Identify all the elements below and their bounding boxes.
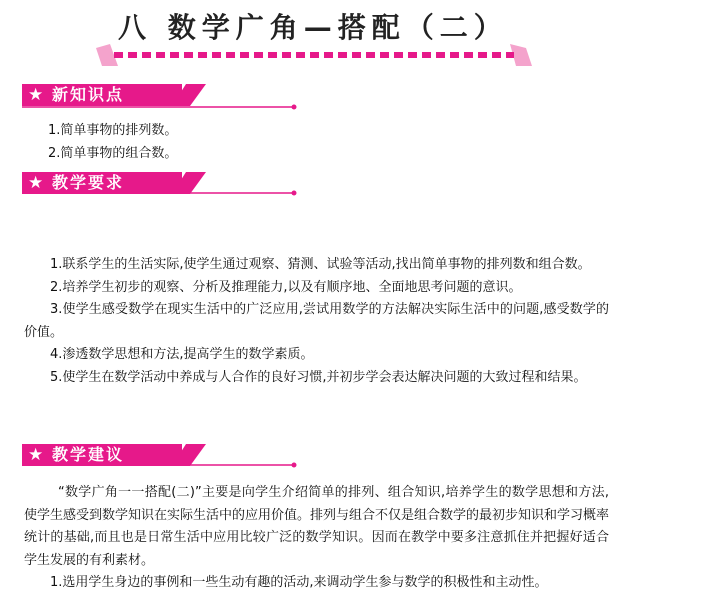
star-icon: ★ bbox=[28, 85, 44, 105]
list-item: 5.使学生在数学活动中养成与人合作的良好习惯,并初步学会表达解决问题的大致过程和结果。 bbox=[50, 369, 587, 385]
list-item: 1.联系学生的生活实际,使学生通过观察、猜测、试验等活动,找出简单事物的排列数和组合数。 bbox=[50, 257, 591, 272]
star-icon: ★ bbox=[28, 445, 44, 465]
page-title: 八 数学广角—搭配（二） bbox=[118, 11, 508, 44]
section-heading-new-knowledge bbox=[22, 84, 302, 110]
section-heading-teaching-requirements bbox=[22, 172, 302, 198]
title-ribbon bbox=[96, 44, 532, 66]
suggestions-text bbox=[24, 482, 609, 595]
list-item: 2.培养学生初步的观察、分析及推理能力,以及有顺序地、全面地思考问题的意识。 bbox=[50, 279, 522, 295]
paragraph: “数学广角一一搭配(二)”主要是向学生介绍简单的排列、组合知识,培养学生的数学思想和方法,使学生感受到数学知识在实际生活中的应用价值。排列与组合不仅是组合数学的最初步知识和学习概率统计的基础,而且也是日常生活中应用比较广泛的数学知识。因而在教学中要多注意抓住并把握好适合学生发展的有利素材。 bbox=[24, 485, 610, 568]
list-item: 1.选用学生身边的事例和一些生动有趣的活动,来调动学生参与数学的积极性和主动性。 bbox=[50, 575, 548, 590]
section-heading-label: 教学要求 bbox=[52, 173, 125, 192]
section-heading-teaching-suggestions bbox=[22, 444, 302, 470]
section-heading-label: 教学建议 bbox=[52, 445, 125, 464]
list-item: 3.使学生感受数学在现实生活中的广泛应用,尝试用数学的方法解决实际生活中的问题,感受数学的价值。 bbox=[24, 302, 609, 340]
section-heading-label: 新知识点 bbox=[52, 85, 125, 104]
requirements-list bbox=[24, 254, 609, 389]
list-item: 1.简单事物的排列数。 bbox=[48, 123, 178, 138]
star-icon: ★ bbox=[28, 173, 44, 193]
list-item: 4.渗透数学思想和方法,提高学生的数学素质。 bbox=[50, 347, 314, 362]
list-item: 2.简单事物的组合数。 bbox=[48, 146, 178, 161]
